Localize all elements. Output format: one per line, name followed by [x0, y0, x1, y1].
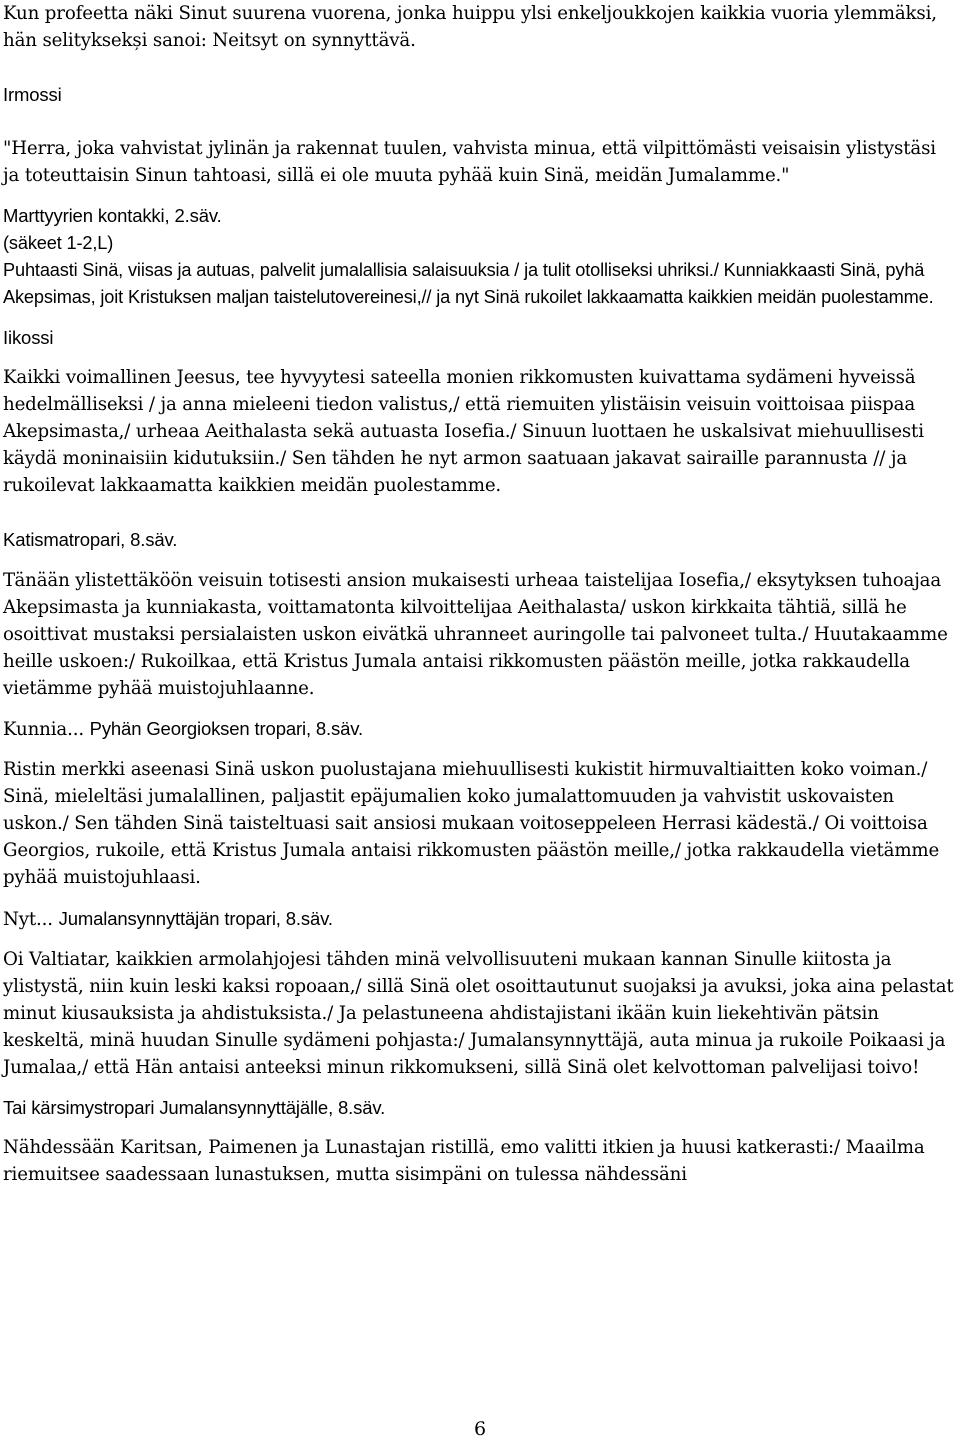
kontakki-paragraph: Puhtaasti Sinä, viisas ja autuas, palvelit jumalallisia salaisuuksia / ja tulit otolliseksi uhriksi./ Kunniakkaasti Sinä, pyhä Akepsimas, joit Kristuksen maljan taistelutovereinesi,// ja nyt Sinä rukoilet lakkaamatta kaikkien meidän puolestamme. [3, 259, 934, 307]
page-number: 6 [473, 1418, 487, 1440]
document-page [3, 0, 955, 1188]
georgios-heading: Pyhän Georgioksen tropari, 8.säv. [89, 717, 364, 739]
georgios-heading-line [3, 715, 955, 743]
kontakki-heading: Marttyyrien kontakki, 2.säv. [3, 205, 222, 227]
katismatropari-paragraph: Tänään ylistettäköön veisuin totisesti ansion mukaisesti urheaa taistelijaa Iosefia,/ eksytyksen tuhoajaa Akepsimasta ja kunniakasta, voittamatonta kilvoittelijaa Aeithalasta/ uskon kirkkaita tähtiä, sillä he osoittivat mustaksi persialaisten uskon eivätkä uhranneet auringolle tai palvoneet tulta./ Huutakaamme heille uskoen:/ Rukoilkaa, että Kristus Jumala antaisi rikkomusten päästön meille, jotka rakkaudella vietämme pyhää muistojuhlaanne. [3, 569, 948, 699]
kontakki-subheading: (säkeet 1-2,L) [3, 232, 114, 253]
irmossi-heading: Irmossi [3, 84, 62, 106]
jumalansynnyttaja-heading-line [3, 905, 955, 933]
jumalansynnyttaja-paragraph: Oi Valtiatar, kaikkien armolahjojesi tähden minä velvollisuuteni mukaan kannan Sinulle kiitosta ja ylistystä, niin kuin leski kaksi ropoaan,/ sillä Sinä olet osoittautunut suojaksi ja avuksi, joka aina pelastat minut kiusauksista ja ahdistuksista./ Ja pelastuneena ahdistajistani ikään kuin liekehtivän pätsin keskeltä, minä huudan Sinulle sydämeni pohjasta:/ Jumalansynnyttäjä, auta minua ja rukoile Poikaasi ja Jumalaa,/ että Hän antaisi anteeksi minun rikkomukseni, sillä Sinä olet kelvottoman palvelijasi toivo! [3, 948, 954, 1078]
jumalansynnyttaja-heading: Jumalansynnyttäjän tropari, 8.säv. [58, 907, 333, 929]
jumalansynnyttaja-prefix: Nyt... [3, 908, 53, 930]
iikossi-paragraph: Kaikki voimallinen Jeesus, tee hyvyytesi sateella monien rikkomusten kuivattama sydämeni hyveissä hedelmälliseksi / ja anna mieleeni tiedon valistus,/ että riemuiten ylistäisin veisuin voittoisaa piispaa Akepsimasta,/ urheaa Aeithalasta sekä autuasta Iosefia./ Sinuun luottaen he uskalsivat miehuullisesti käydä moninaisiin kidutuksiin./ Sen tähden he nyt armon saatuaan jakavat sairaille parannusta // ja rukoilevat lakkaamatta kaikkien meidän puolestamme. [3, 366, 924, 497]
karsimystropari-paragraph: Nähdessään Karitsan, Paimenen ja Lunastajan ristillä, emo valitti itkien ja huusi katkerasti:/ Maailma riemuitsee saadessaan lunastuksen, mutta sisimpäni on tulessa nähdessäni [3, 1137, 925, 1186]
kontakion-end-paragraph: Kun profeetta näki Sinut suurena vuorena, jonka huippu ylsi enkeljoukkojen kaikkia vuoria ylemmäksi, hän selityksekși sanoi: Neitsyt on synnyttävä. [3, 3, 937, 52]
irmossi-paragraph: "Herra, joka vahvistat jylinän ja rakennat tuulen, vahvista minua, että vilpittömästi veisaisin ylistystäsi ja toteuttaisin Sinun tahtoasi, sillä ei ole muuta pyhää kuin Sinä, meidän Jumalamme." [3, 138, 936, 187]
iikossi-heading: Iikossi [3, 326, 54, 348]
karsimystropari-heading: Tai kärsimystropari Jumalansynnyttäjälle, 8.säv. [3, 1097, 386, 1119]
georgios-paragraph: Ristin merkki aseenasi Sinä uskon puolustajana miehuullisesti kukistit hirmuvaltiaitten koko voiman./ Sinä, mieleltäsi jumalallinen, paljastit epäjumalien koko jumalattomuuden ja vahvistit uskovaisten uskon./ Sen tähden Sinä taisteltuasi sait ansiosi mukaan voitoseppeleen Herrasi kädestä./ Oi voittoisa Georgios, rukoile, että Kristus Jumala antaisi rikkomusten päästön meille,/ jotka rakkaudella vietämme pyhää muistojuhlaasi. [3, 759, 940, 889]
katismatropari-heading: Katismatropari, 8.säv. [3, 529, 178, 551]
georgios-prefix: Kunnia... [3, 718, 84, 740]
